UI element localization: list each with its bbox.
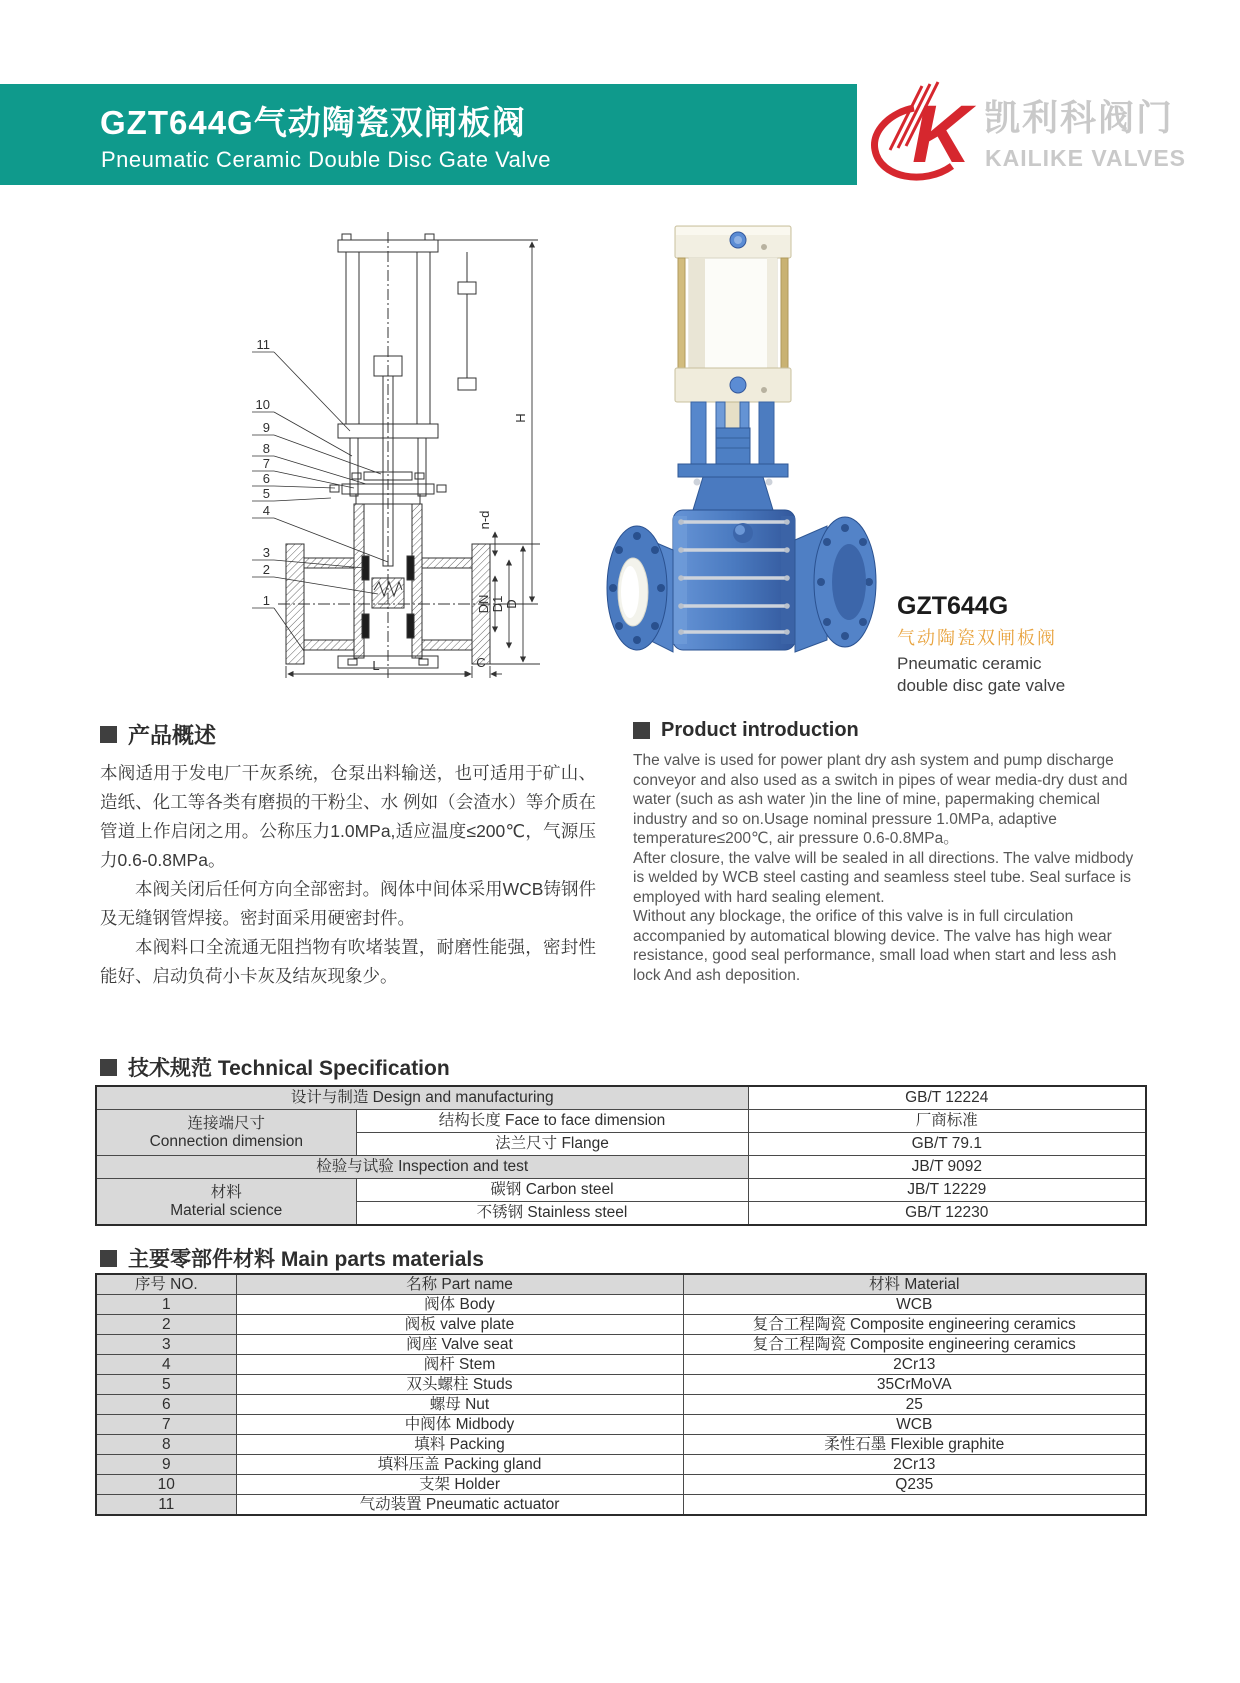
part-label-6: 6 <box>262 471 270 486</box>
parts-table <box>95 1273 1147 1516</box>
table-cell: 螺母 Nut <box>236 1395 683 1415</box>
table-cell: 11 <box>96 1495 236 1516</box>
table-cell: 2Cr13 <box>683 1355 1146 1375</box>
table-cell: 5 <box>96 1375 236 1395</box>
table-row <box>96 1355 1146 1375</box>
table-row <box>96 1495 1146 1516</box>
introduction-heading <box>633 719 1137 742</box>
spec-design-label: 设计与制造 Design and manufacturing <box>96 1086 748 1110</box>
part-label-9: 9 <box>262 420 270 435</box>
spec-connection-group <box>96 1110 356 1156</box>
brand-name-zh: 凯利科阀门 <box>984 97 1175 138</box>
introduction-body <box>633 751 1137 985</box>
overview-paragraph: 本阀料口全流通无阻挡物有吹堵装置，耐磨性能强，密封性能好、启动负荷小卡灰及结灰现象少。 <box>100 937 596 986</box>
product-model: GZT644G <box>897 592 1009 620</box>
spec-flange-label: 法兰尺寸 Flange <box>356 1133 748 1156</box>
spec-connection-zh: 连接端尺寸 <box>187 1114 265 1132</box>
spec-inspection-label: 检验与试验 Inspection and test <box>96 1156 748 1179</box>
spec-carbon-label: 碳钢 Carbon steel <box>356 1179 748 1202</box>
parts-table-body <box>96 1295 1146 1516</box>
spec-inspection-value: JB/T 9092 <box>748 1156 1146 1179</box>
table-cell: 填料压盖 Packing gland <box>236 1455 683 1475</box>
dim-label-c: C <box>476 655 486 670</box>
table-row <box>96 1435 1146 1455</box>
parts-col-name: 名称 Part name <box>236 1274 683 1295</box>
product-name-en <box>897 653 1127 697</box>
overview-heading-text: 产品概述 <box>128 723 217 748</box>
logo-k-mark <box>875 82 977 180</box>
table-cell: 中阀体 Midbody <box>236 1415 683 1435</box>
spec-face-value: 厂商标准 <box>748 1110 1146 1133</box>
dim-label-d: D <box>504 599 519 609</box>
table-row <box>96 1375 1146 1395</box>
table-cell: 阀杆 Stem <box>236 1355 683 1375</box>
table-row <box>96 1455 1146 1475</box>
part-label-10: 10 <box>255 397 270 412</box>
dim-label-h: H <box>513 413 528 423</box>
dim-label-l: L <box>372 658 380 673</box>
introduction-paragraph: After closure, the valve will be sealed in all directions. The valve midbody is welded by WCB steel casting and seamless steel tube. Seal surface is employed with hard sealing element. <box>633 849 1134 906</box>
table-cell: 复合工程陶瓷 Composite engineering ceramics <box>683 1315 1146 1335</box>
dim-label-d1: D1 <box>490 595 505 613</box>
table-cell: 35CrMoVA <box>683 1375 1146 1395</box>
dimension-labels <box>372 413 528 673</box>
tech-spec-heading-text: 技术规范 Technical Specification <box>128 1057 450 1080</box>
table-cell: Q235 <box>683 1475 1146 1495</box>
table-cell: WCB <box>683 1295 1146 1315</box>
table-row <box>96 1295 1146 1315</box>
table-cell: 支架 Holder <box>236 1475 683 1495</box>
part-number-labels <box>256 337 270 608</box>
product-name-zh: 气动陶瓷双闸板阀 <box>897 628 1057 648</box>
table-cell: 3 <box>96 1335 236 1355</box>
product-photo <box>575 220 905 660</box>
parts-col-material: 材料 Material <box>683 1274 1146 1295</box>
actuator-cylinder-drawing <box>338 234 476 438</box>
right-flange <box>795 517 876 652</box>
overview-body <box>100 759 596 991</box>
section-bullet-icon <box>100 1059 117 1076</box>
part-label-5: 5 <box>262 486 270 501</box>
overview-paragraph: 本阀适用于发电厂干灰系统，仓泵出料输送，也可适用于矿山、造纸、化工等各类有磨损的干粉尘、水 例如（会渣水）等介质在管道上作启闭之用。公称压力1.0MPa,适应温度≤200℃，气源压力0.6-0.8MPa。 <box>100 763 596 870</box>
table-row <box>96 1110 1146 1133</box>
table-cell <box>683 1495 1146 1516</box>
table-cell: 10 <box>96 1475 236 1495</box>
section-bullet-icon <box>100 726 117 743</box>
table-cell: 复合工程陶瓷 Composite engineering ceramics <box>683 1335 1146 1355</box>
table-cell: 阀板 valve plate <box>236 1315 683 1335</box>
spec-stainless-value: GB/T 12230 <box>748 1202 1146 1226</box>
part-number-callouts <box>252 352 388 651</box>
brand-logo <box>860 70 1210 198</box>
table-row <box>96 1179 1146 1202</box>
part-label-2: 2 <box>262 562 270 577</box>
svg-text:K: K <box>912 89 972 180</box>
header-banner <box>0 84 857 185</box>
table-cell: 4 <box>96 1355 236 1375</box>
table-cell: 气动装置 Pneumatic actuator <box>236 1495 683 1516</box>
part-label-1: 1 <box>262 593 270 608</box>
parts-col-no: 序号 NO. <box>96 1274 236 1295</box>
section-overview <box>100 719 596 991</box>
page-title: GZT644G气动陶瓷双闸板阀 <box>100 104 526 141</box>
table-cell: 25 <box>683 1395 1146 1415</box>
table-cell: WCB <box>683 1415 1146 1435</box>
pneumatic-actuator <box>675 226 791 402</box>
table-row <box>96 1315 1146 1335</box>
table-row <box>96 1415 1146 1435</box>
table-cell: 8 <box>96 1435 236 1455</box>
valve-midbody <box>673 510 795 650</box>
table-cell: 9 <box>96 1455 236 1475</box>
table-cell: 柔性石墨 Flexible graphite <box>683 1435 1146 1455</box>
table-row <box>96 1335 1146 1355</box>
table-cell: 双头螺柱 Studs <box>236 1375 683 1395</box>
section-bullet-icon <box>633 722 650 739</box>
product-name-en-line2: double disc gate valve <box>897 676 1066 696</box>
introduction-paragraph: Without any blockage, the orifice of this valve is in full circulation accompanied by automatical blowing device. The valve has high wear resistance, good seal performance, small load when start and less ash lock And ash deposition. <box>633 908 1117 984</box>
tech-spec-heading <box>100 1052 450 1082</box>
table-row <box>96 1156 1146 1179</box>
introduction-paragraph: The valve is used for power plant dry ash system and pump discharge conveyor and also used as a switch in pipes of wear media-dry dust and water (such as ash water )in the line of mine, papermaking chemical industry and so on.Usage nominal pressure 1.0MPa, adaptive temperature≤200℃, air pressure 0.6-0.8MPa。 <box>633 752 1128 847</box>
dim-label-dn: DN <box>476 594 491 614</box>
table-row <box>96 1086 1146 1110</box>
introduction-heading-text: Product introduction <box>661 719 859 741</box>
spec-carbon-value: JB/T 12229 <box>748 1179 1146 1202</box>
product-caption <box>897 592 1127 697</box>
table-cell: 填料 Packing <box>236 1435 683 1455</box>
brand-name-en: KAILIKE VALVES <box>985 145 1186 171</box>
left-flange <box>607 526 673 652</box>
part-label-3: 3 <box>262 545 270 560</box>
table-cell: 2Cr13 <box>683 1455 1146 1475</box>
overview-paragraph: 本阀关闭后任何方向全部密封。阀体中间体采用WCB铸钢件及无缝钢管焊接。密封面采用硬密封件。 <box>100 879 596 928</box>
table-row <box>96 1395 1146 1415</box>
overview-heading <box>100 719 596 750</box>
page-subtitle: Pneumatic Ceramic Double Disc Gate Valve <box>101 147 551 172</box>
table-cell: 阀体 Body <box>236 1295 683 1315</box>
spec-face-label: 结构长度 Face to face dimension <box>356 1110 748 1133</box>
spec-flange-value: GB/T 79.1 <box>748 1133 1146 1156</box>
table-cell: 2 <box>96 1315 236 1335</box>
technical-drawing <box>238 226 558 686</box>
table-header-row <box>96 1274 1146 1295</box>
parts-heading-text: 主要零部件材料 Main parts materials <box>128 1248 484 1271</box>
table-cell: 7 <box>96 1415 236 1435</box>
spec-material-zh: 材料 <box>210 1183 242 1201</box>
part-label-11: 11 <box>256 337 270 352</box>
part-label-4: 4 <box>262 503 270 518</box>
spec-material-group <box>96 1179 356 1226</box>
spec-design-value: GB/T 12224 <box>748 1086 1146 1110</box>
spec-material-en: Material science <box>170 1201 283 1219</box>
tech-spec-table <box>95 1085 1147 1226</box>
table-row <box>96 1475 1146 1495</box>
table-cell: 1 <box>96 1295 236 1315</box>
spec-stainless-label: 不锈钢 Stainless steel <box>356 1202 748 1226</box>
section-bullet-icon <box>100 1250 117 1267</box>
section-introduction <box>633 719 1137 985</box>
part-label-8: 8 <box>262 441 270 456</box>
valve-yoke <box>678 402 788 510</box>
table-cell: 6 <box>96 1395 236 1415</box>
product-name-en-line1: Pneumatic ceramic <box>897 654 1042 673</box>
parts-heading <box>100 1243 484 1273</box>
part-label-7: 7 <box>262 456 270 471</box>
spec-connection-en: Connection dimension <box>149 1132 303 1150</box>
table-cell: 阀座 Valve seat <box>236 1335 683 1355</box>
dim-label-nd: n-d <box>477 510 492 530</box>
